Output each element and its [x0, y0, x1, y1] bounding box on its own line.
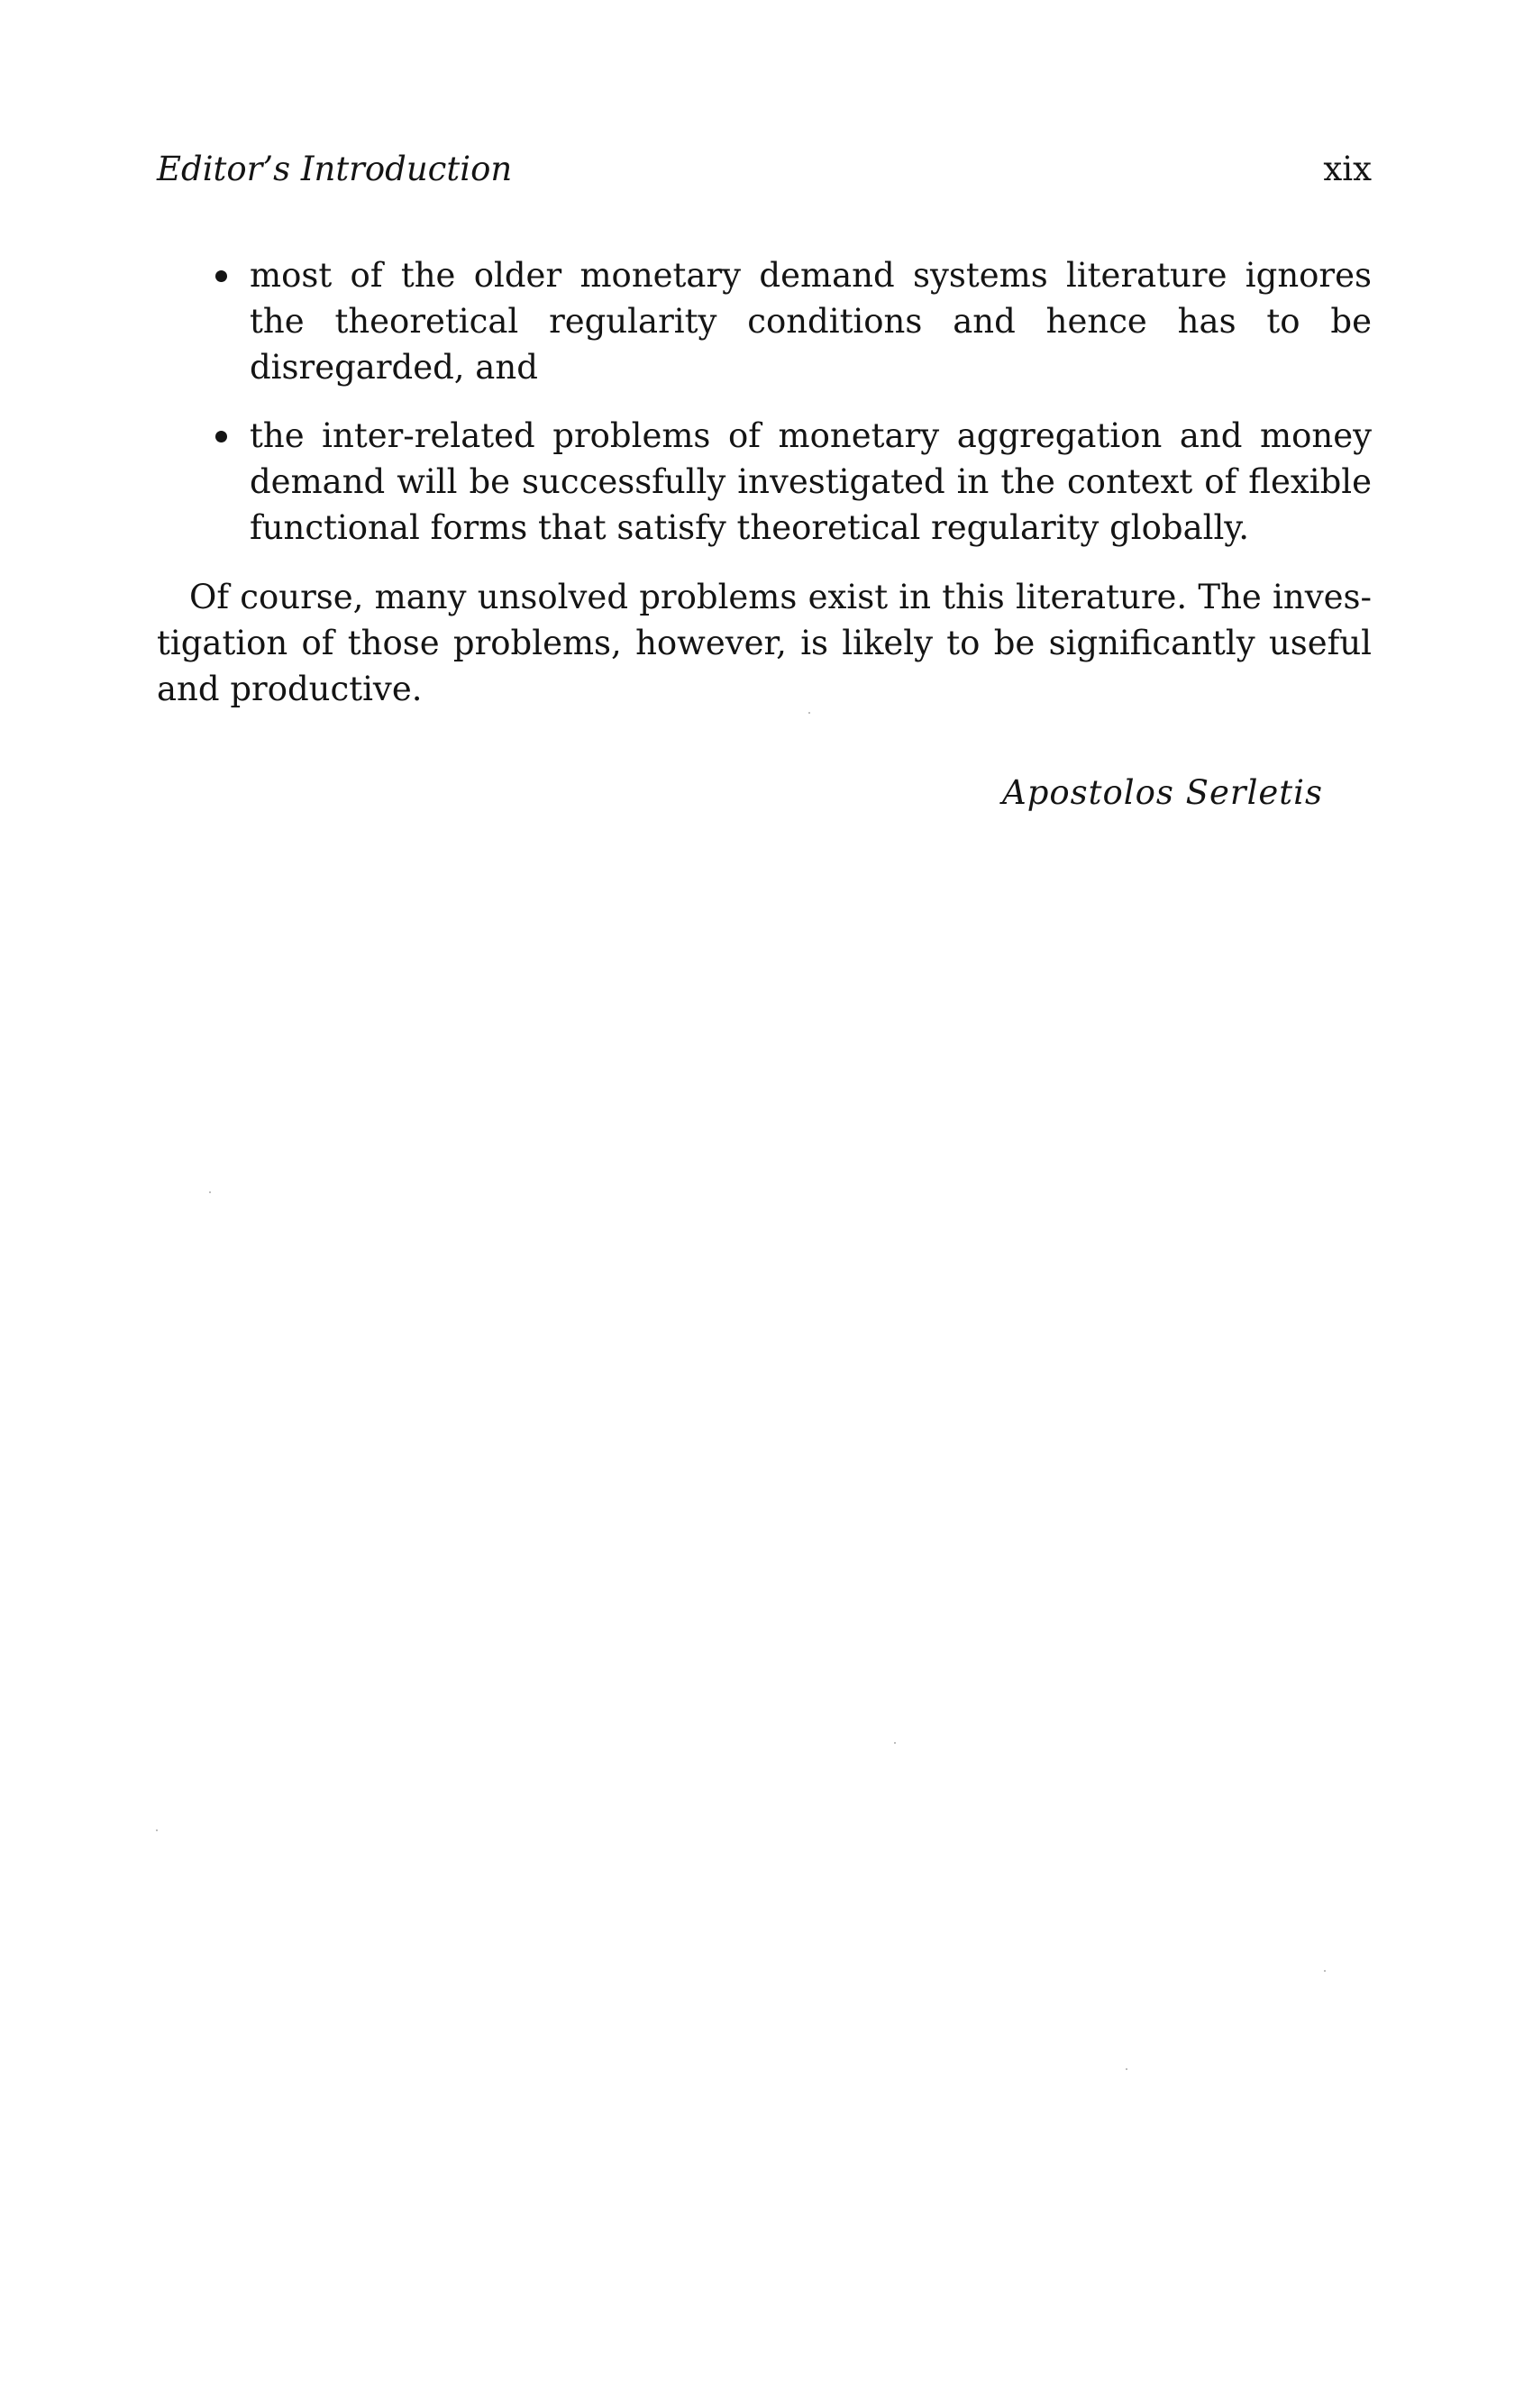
body-text	[157, 252, 1372, 712]
list-item	[250, 413, 1372, 551]
running-title: Editor’s Introduction	[157, 150, 513, 188]
scan-speck	[209, 1191, 211, 1193]
bullet-text: most of the older monetary demand systems literature ignores the theoretical regularity conditions and hence has to be disregarded, and	[250, 256, 1372, 387]
bullet-text: the inter-related problems of monetary aggregation and money demand will be successfully investigated in the context of flexible functional forms that satisfy theoretical regularity globally.	[250, 416, 1372, 547]
scan-speck	[894, 1742, 896, 1744]
running-head	[157, 147, 1372, 192]
scan-speck	[156, 1829, 158, 1831]
list-item	[250, 252, 1372, 390]
author-signature: Apostolos Serletis	[1001, 773, 1323, 812]
page-number: xix	[1323, 150, 1372, 188]
scan-speck	[1324, 1970, 1326, 1972]
bullet-list	[157, 252, 1372, 551]
closing-paragraph: Of course, many unsolved problems exist in this literature. The investigation of those problems, however, is likely to be significantly useful and productive.	[157, 578, 1372, 708]
bullet-icon	[215, 270, 227, 282]
book-page	[157, 0, 1372, 2408]
bullet-icon	[215, 431, 227, 442]
scan-speck	[1126, 2068, 1127, 2070]
scan-speck	[808, 712, 810, 714]
